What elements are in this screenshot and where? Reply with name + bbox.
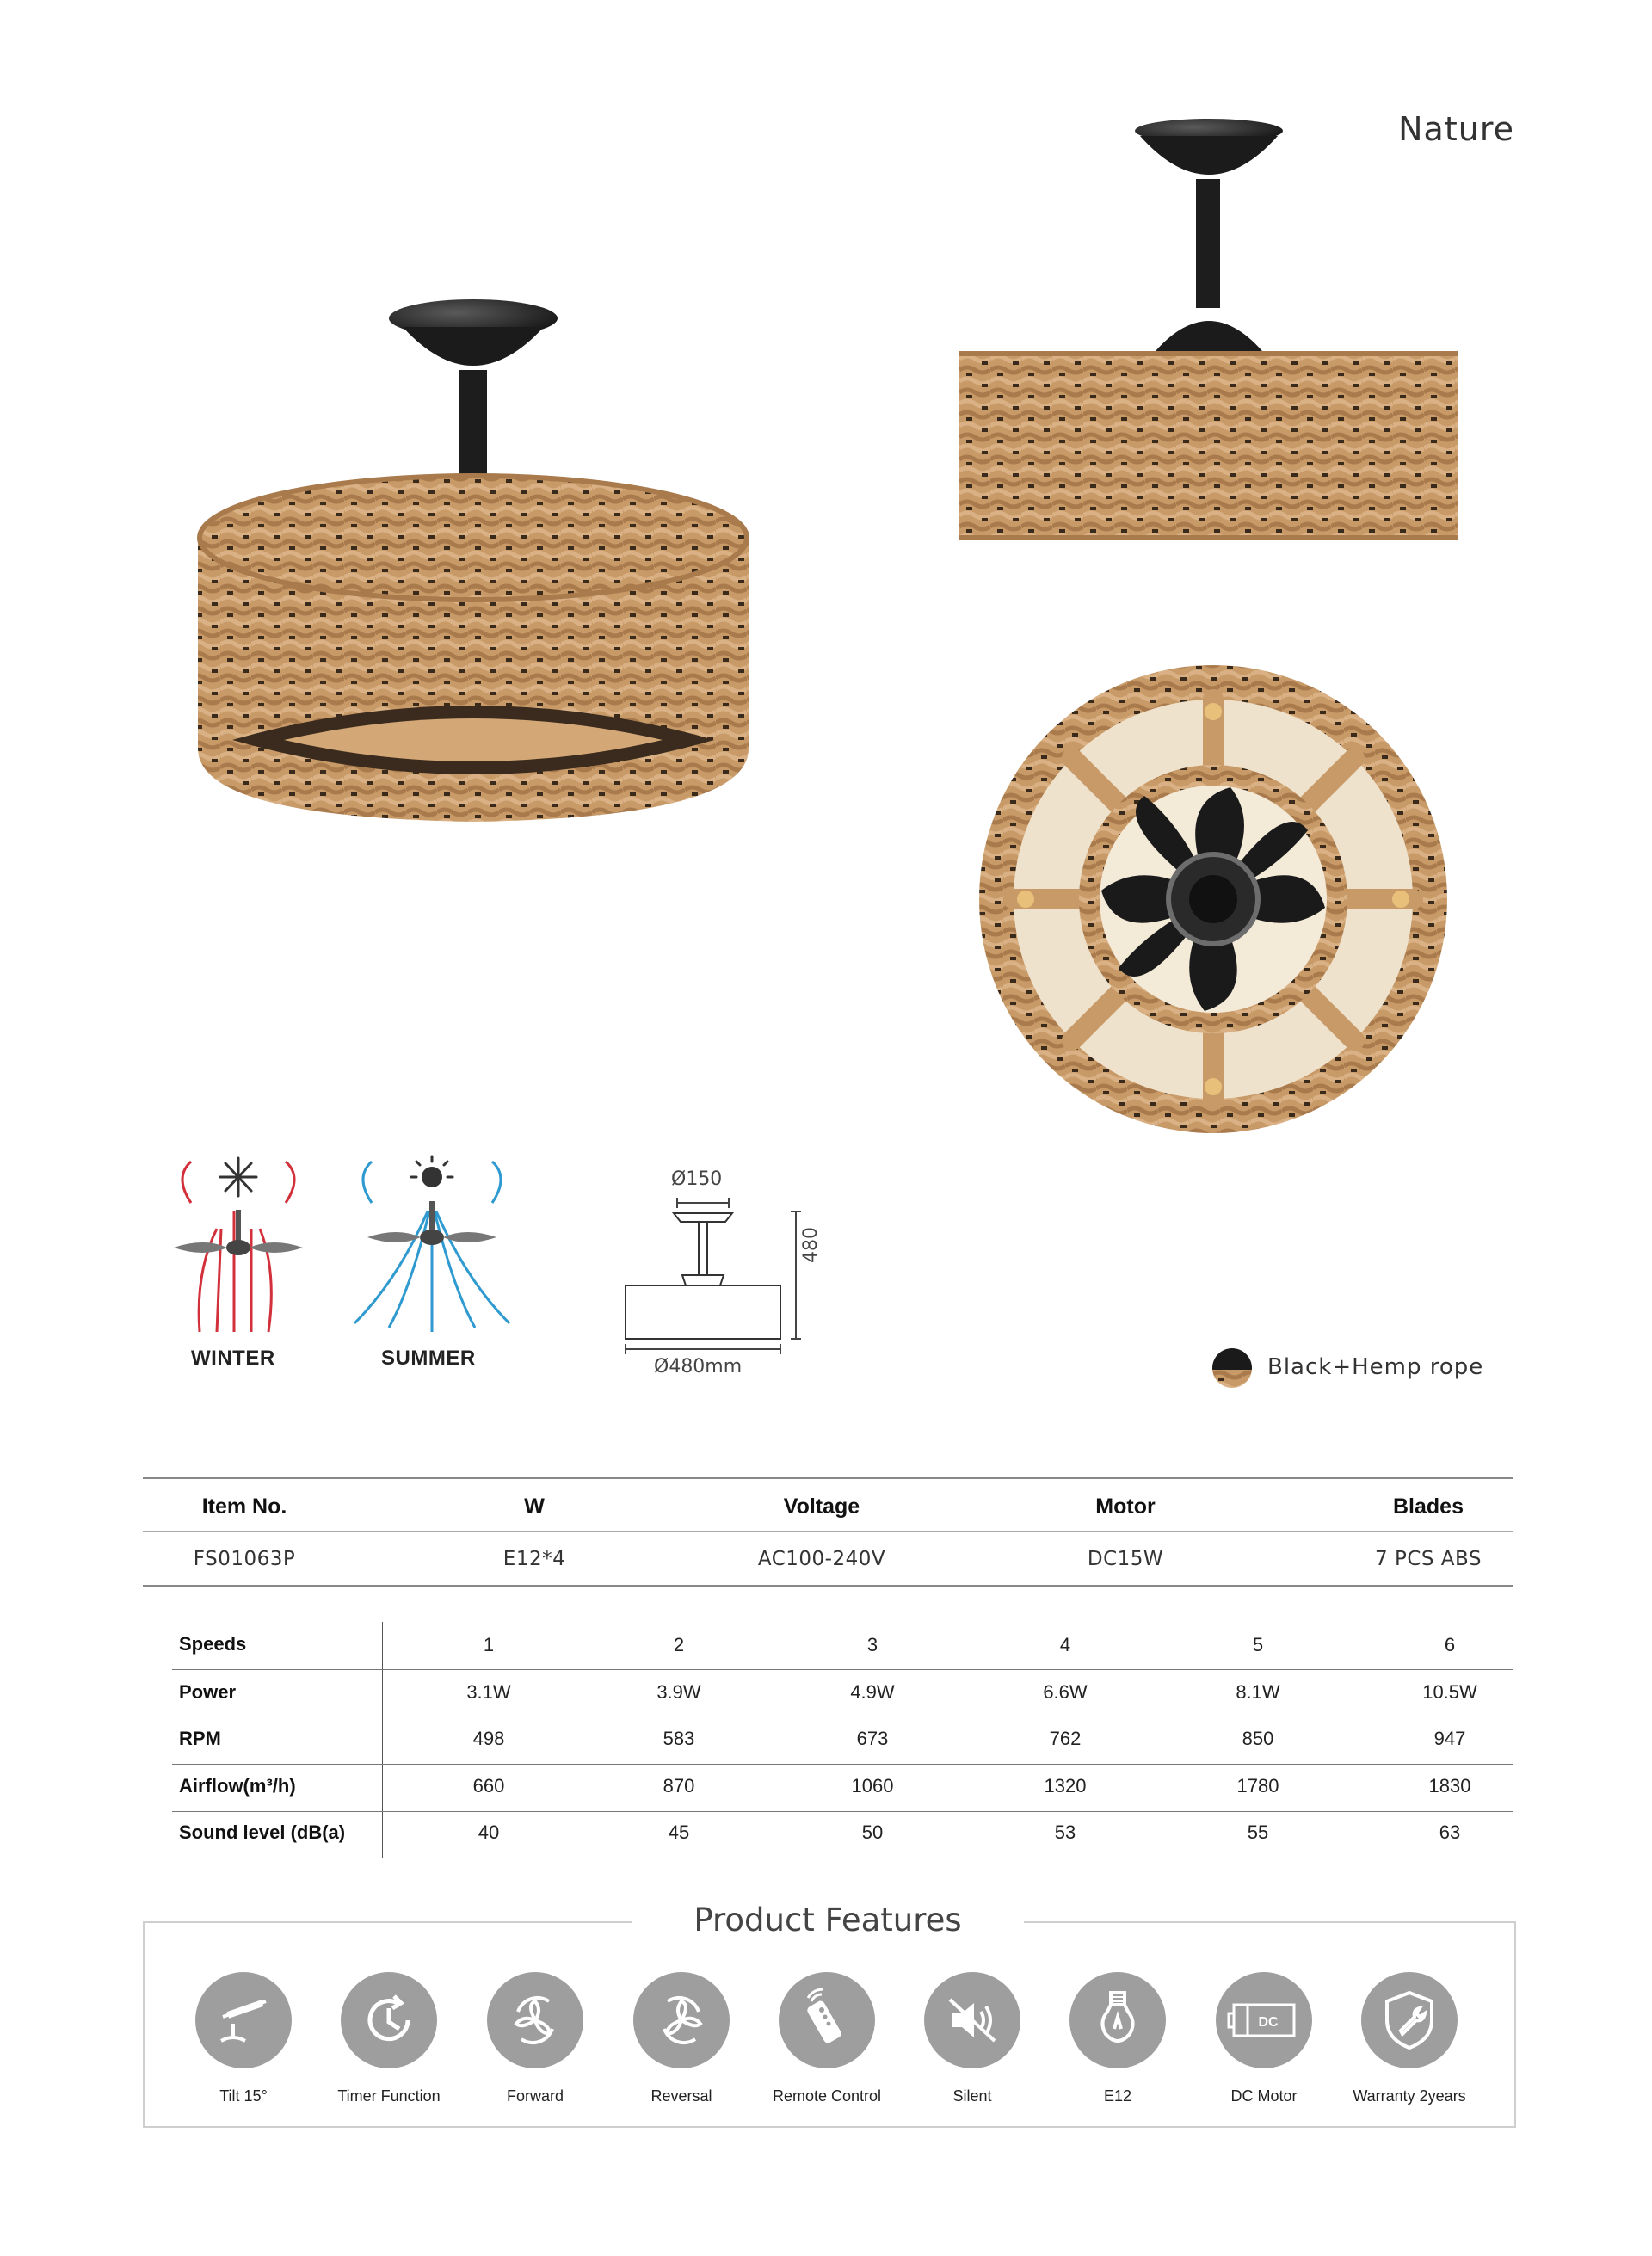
- summer-label: SUMMER: [381, 1347, 476, 1370]
- sound-cell: 45: [668, 1821, 690, 1843]
- spec-header: Voltage: [783, 1495, 860, 1519]
- silent-icon: [938, 1986, 1007, 2055]
- airflow-cell: 1780: [1236, 1775, 1279, 1797]
- feature-label: Tilt 15°: [219, 2087, 268, 2105]
- feature-label: Forward: [506, 2087, 564, 2105]
- speed-row-label: Airflow(m³/h): [179, 1775, 296, 1797]
- power-cell: 3.9W: [656, 1681, 701, 1703]
- sound-cell: 53: [1054, 1821, 1076, 1843]
- power-cell: 6.6W: [1043, 1681, 1088, 1703]
- tilt-icon: [209, 1986, 278, 2055]
- feature-label: DC Motor: [1230, 2087, 1298, 2105]
- sound-cell: 55: [1247, 1821, 1269, 1843]
- feature-timer: [316, 1972, 462, 2105]
- power-cell: 10.5W: [1422, 1681, 1477, 1703]
- airflow-cell: 660: [472, 1775, 505, 1797]
- spec-header: Motor: [1095, 1495, 1156, 1519]
- spec-value: 7 PCS ABS: [1375, 1548, 1482, 1570]
- feature-warranty: [1336, 1972, 1482, 2105]
- speed-row-label: Speeds: [179, 1633, 247, 1655]
- features-title: Product Features: [693, 1902, 962, 1939]
- feature-label: E12: [1103, 2087, 1132, 2105]
- spec-value: E12*4: [502, 1548, 566, 1570]
- power-cell: 3.1W: [466, 1681, 511, 1703]
- dc-motor-badge: DC: [1258, 2015, 1279, 2030]
- spec-header: Blades: [1393, 1495, 1464, 1519]
- airflow-cell: 870: [663, 1775, 695, 1797]
- airflow-cell: 1060: [851, 1775, 894, 1797]
- speed-cell: 5: [1252, 1634, 1264, 1655]
- speed-row-label: Power: [179, 1681, 237, 1703]
- bulb-icon: [1083, 1986, 1152, 2055]
- feature-e12: [1045, 1972, 1191, 2105]
- warranty-icon: [1375, 1986, 1444, 2055]
- feature-label: Silent: [952, 2087, 992, 2105]
- fan-bottom-illustration: [972, 658, 1454, 1140]
- rpm-cell: 947: [1433, 1728, 1466, 1749]
- feature-forward: [462, 1972, 608, 2105]
- feature-label: Reversal: [650, 2087, 712, 2105]
- sound-cell: 40: [478, 1821, 500, 1843]
- speed-cell: 3: [866, 1634, 878, 1655]
- spec-header: W: [524, 1495, 545, 1519]
- feature-silent: [899, 1972, 1045, 2105]
- reversal-icon: [647, 1986, 716, 2055]
- airflow-cell: 1830: [1428, 1775, 1471, 1797]
- feature-remote: [754, 1972, 900, 2105]
- speed-cell: 4: [1059, 1634, 1071, 1655]
- spec-header: Item No.: [201, 1495, 287, 1519]
- sound-cell: 50: [861, 1821, 884, 1843]
- spec-value: DC15W: [1087, 1548, 1164, 1570]
- color-swatch-icon: [1211, 1347, 1253, 1389]
- power-cell: 4.9W: [850, 1681, 895, 1703]
- forward-icon: [501, 1986, 570, 2055]
- airflow-cell: 1320: [1044, 1775, 1087, 1797]
- dc-motor-icon: [1227, 1986, 1301, 2055]
- feature-label: Warranty 2years: [1353, 2087, 1466, 2105]
- brand-label: Nature: [1398, 110, 1514, 148]
- rpm-cell: 762: [1049, 1728, 1082, 1749]
- winter-airflow-icon: [165, 1151, 311, 1341]
- feature-label: Timer Function: [337, 2087, 441, 2105]
- feature-tilt: [170, 1972, 317, 2105]
- feature-reversal: [608, 1972, 755, 2105]
- dimension-drawing: [615, 1196, 822, 1359]
- summer-airflow-icon: [346, 1151, 518, 1341]
- fan-diameter: Ø480mm: [654, 1356, 743, 1378]
- fan-perspective-illustration: [189, 293, 757, 843]
- remote-icon: [792, 1986, 861, 2055]
- timer-icon: [354, 1986, 423, 2055]
- feature-dc-motor: [1191, 1972, 1337, 2105]
- spec-value: AC100-240V: [757, 1548, 886, 1570]
- spec-value: FS01063P: [193, 1548, 296, 1570]
- speed-row-label: RPM: [179, 1728, 221, 1749]
- speed-cell: 2: [673, 1634, 685, 1655]
- rpm-cell: 850: [1242, 1728, 1274, 1749]
- rpm-cell: 673: [856, 1728, 889, 1749]
- fan-side-illustration: [959, 119, 1458, 558]
- speed-row-label: Sound level (dB(a): [179, 1821, 346, 1843]
- rpm-cell: 498: [472, 1728, 505, 1749]
- fan-height: 480: [800, 1227, 822, 1263]
- speed-cell: 6: [1444, 1634, 1456, 1655]
- color-option-label: Black+Hemp rope: [1267, 1354, 1484, 1380]
- speed-cell: 1: [483, 1634, 495, 1655]
- feature-label: Remote Control: [772, 2087, 882, 2105]
- canopy-diameter: Ø150: [671, 1168, 723, 1190]
- winter-label: WINTER: [191, 1347, 275, 1370]
- sound-cell: 63: [1439, 1821, 1461, 1843]
- power-cell: 8.1W: [1236, 1681, 1280, 1703]
- rpm-cell: 583: [663, 1728, 695, 1749]
